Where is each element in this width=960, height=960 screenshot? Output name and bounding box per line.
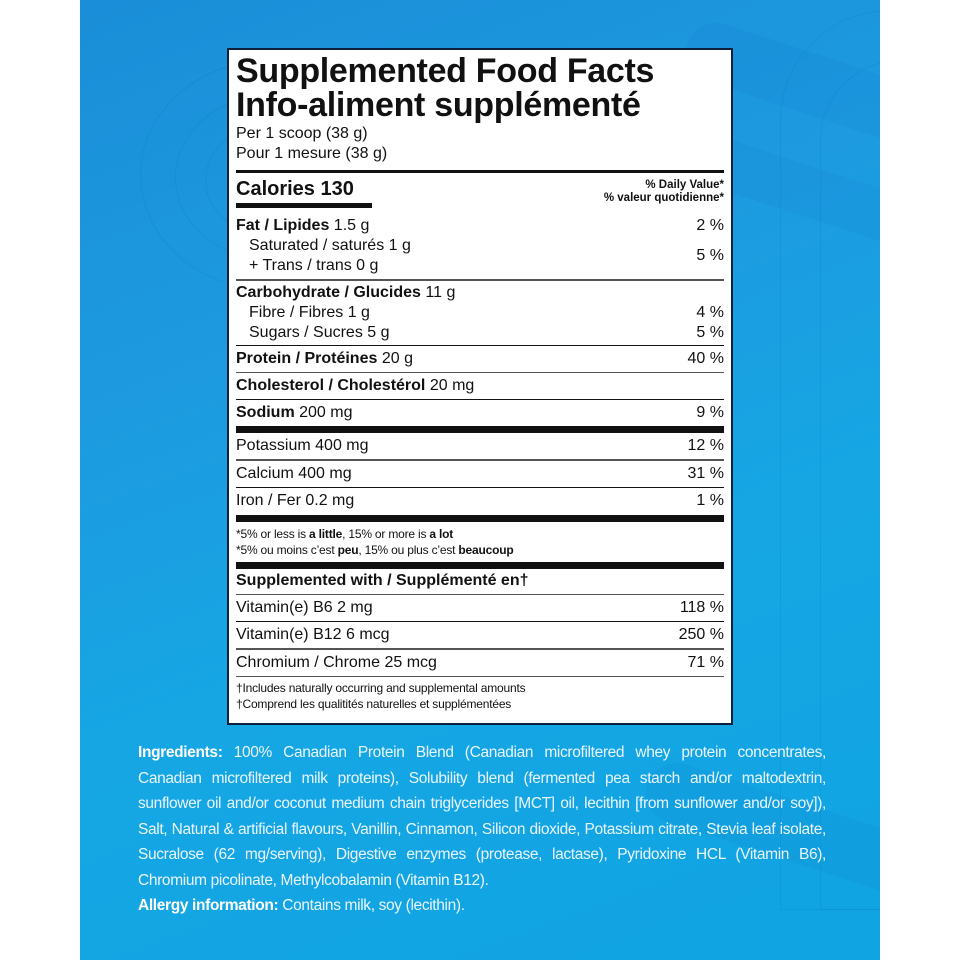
supplement-row-chromium: Chromium / Chrome 25 mcg 71 % xyxy=(236,653,724,671)
mineral-row-iron: Iron / Fer 0.2 mg 1 % xyxy=(236,491,724,509)
calories-value: Calories 130 xyxy=(236,178,354,200)
divider xyxy=(236,594,724,596)
nutrient-row-protein: Protein / Protéines 20 g 40 % xyxy=(236,349,724,367)
divider-heavy xyxy=(236,426,724,433)
divider xyxy=(236,345,724,346)
mineral-row-calcium: Calcium 400 mg 31 % xyxy=(236,464,724,482)
nutrition-facts-label xyxy=(227,48,733,725)
divider-heavy xyxy=(236,515,724,522)
supplement-footnote-en: †Includes naturally occurring and supplemental amounts xyxy=(236,681,526,695)
nutrient-row-trans: + Trans / trans 0 g xyxy=(249,257,379,274)
nutrient-row-fibre: Fibre / Fibres 1 g 4 % xyxy=(249,303,724,321)
nutrient-row-saturated: Saturated / saturés 1 g xyxy=(249,237,411,254)
ingredients-label: Ingredients: xyxy=(138,744,223,761)
daily-value-header: % Daily Value* % valeur quotidienne* xyxy=(603,179,724,204)
nutrient-row-fat: Fat / Lipides 1.5 g 2 % xyxy=(236,217,724,234)
supplemented-header: Supplemented with / Supplémenté en† xyxy=(236,571,529,589)
allergy-label: Allergy information: xyxy=(138,897,279,914)
divider xyxy=(236,676,724,678)
divider xyxy=(236,399,724,400)
divider xyxy=(236,459,724,461)
divider xyxy=(236,621,724,622)
ingredients-paragraph xyxy=(138,740,826,893)
calories-row xyxy=(236,178,724,212)
ingredients-text: 100% Canadian Protein Blend (Canadian microfiltered whey protein concentrates, Canadian microfiltered milk proteins), Solubility blend (fermented pea starch and/or maltodextrin, sunflower oil and/or coconut medium chain triglycerides [MCT] oil, lecithin [from sunflower and/or soy]), Salt, Natural & artificial flavours, Vanillin, Cinnamon, Silicon dioxide, Potassium citrate, Stevia leaf isolate, Sucralose (62 mg/serving), Digestive enzymes (protease, lactase), Pyridoxine HCL (Vitamin B6), Chromium picolinate, Methylcobalamin (Vitamin B12). xyxy=(138,744,826,889)
nutrient-row-sugars: Sugars / Sucres 5 g 5 % xyxy=(249,323,724,341)
supplement-row-b12: Vitamin(e) B12 6 mcg 250 % xyxy=(236,626,724,643)
divider-heavy xyxy=(236,562,724,569)
nutrient-row-sodium: Sodium 200 mg 9 % xyxy=(236,404,724,421)
serving-size-en: Per 1 scoop (38 g) xyxy=(236,125,368,142)
supplement-row-b6: Vitamin(e) B6 2 mg 118 % xyxy=(236,599,724,616)
label-title-en: Supplemented Food Facts xyxy=(236,52,655,90)
divider xyxy=(236,372,724,374)
mineral-row-potassium: Potassium 400 mg 12 % xyxy=(236,437,724,454)
supplement-footnote-fr: †Comprend les qualitités naturelles et supplémentées xyxy=(236,697,512,711)
allergy-paragraph xyxy=(138,893,826,919)
divider xyxy=(236,648,724,650)
daily-value-footnote-fr: *5% ou moins c’est peu, 15% ou plus c’est beaucoup xyxy=(236,542,514,557)
nutrient-row-cholesterol: Cholesterol / Cholestérol 20 mg xyxy=(236,377,475,394)
divider xyxy=(236,170,724,173)
divider xyxy=(236,279,724,281)
serving-size-fr: Pour 1 mesure (38 g) xyxy=(236,145,388,162)
calories-underline xyxy=(236,203,372,208)
divider xyxy=(236,487,724,488)
nutrient-group-saturated-trans: Saturated / saturés 1 g + Trans / trans 0 g 5 % xyxy=(236,236,724,276)
daily-value-footnote-en: *5% or less is a little, 15% or more is a lot xyxy=(236,526,454,541)
nutrient-row-carbohydrate: Carbohydrate / Glucides 11 g xyxy=(236,283,456,301)
allergy-text: Contains milk, soy (lecithin). xyxy=(278,897,465,914)
ingredients-section xyxy=(138,740,826,919)
label-title-fr: Info-aliment supplémenté xyxy=(236,86,641,124)
